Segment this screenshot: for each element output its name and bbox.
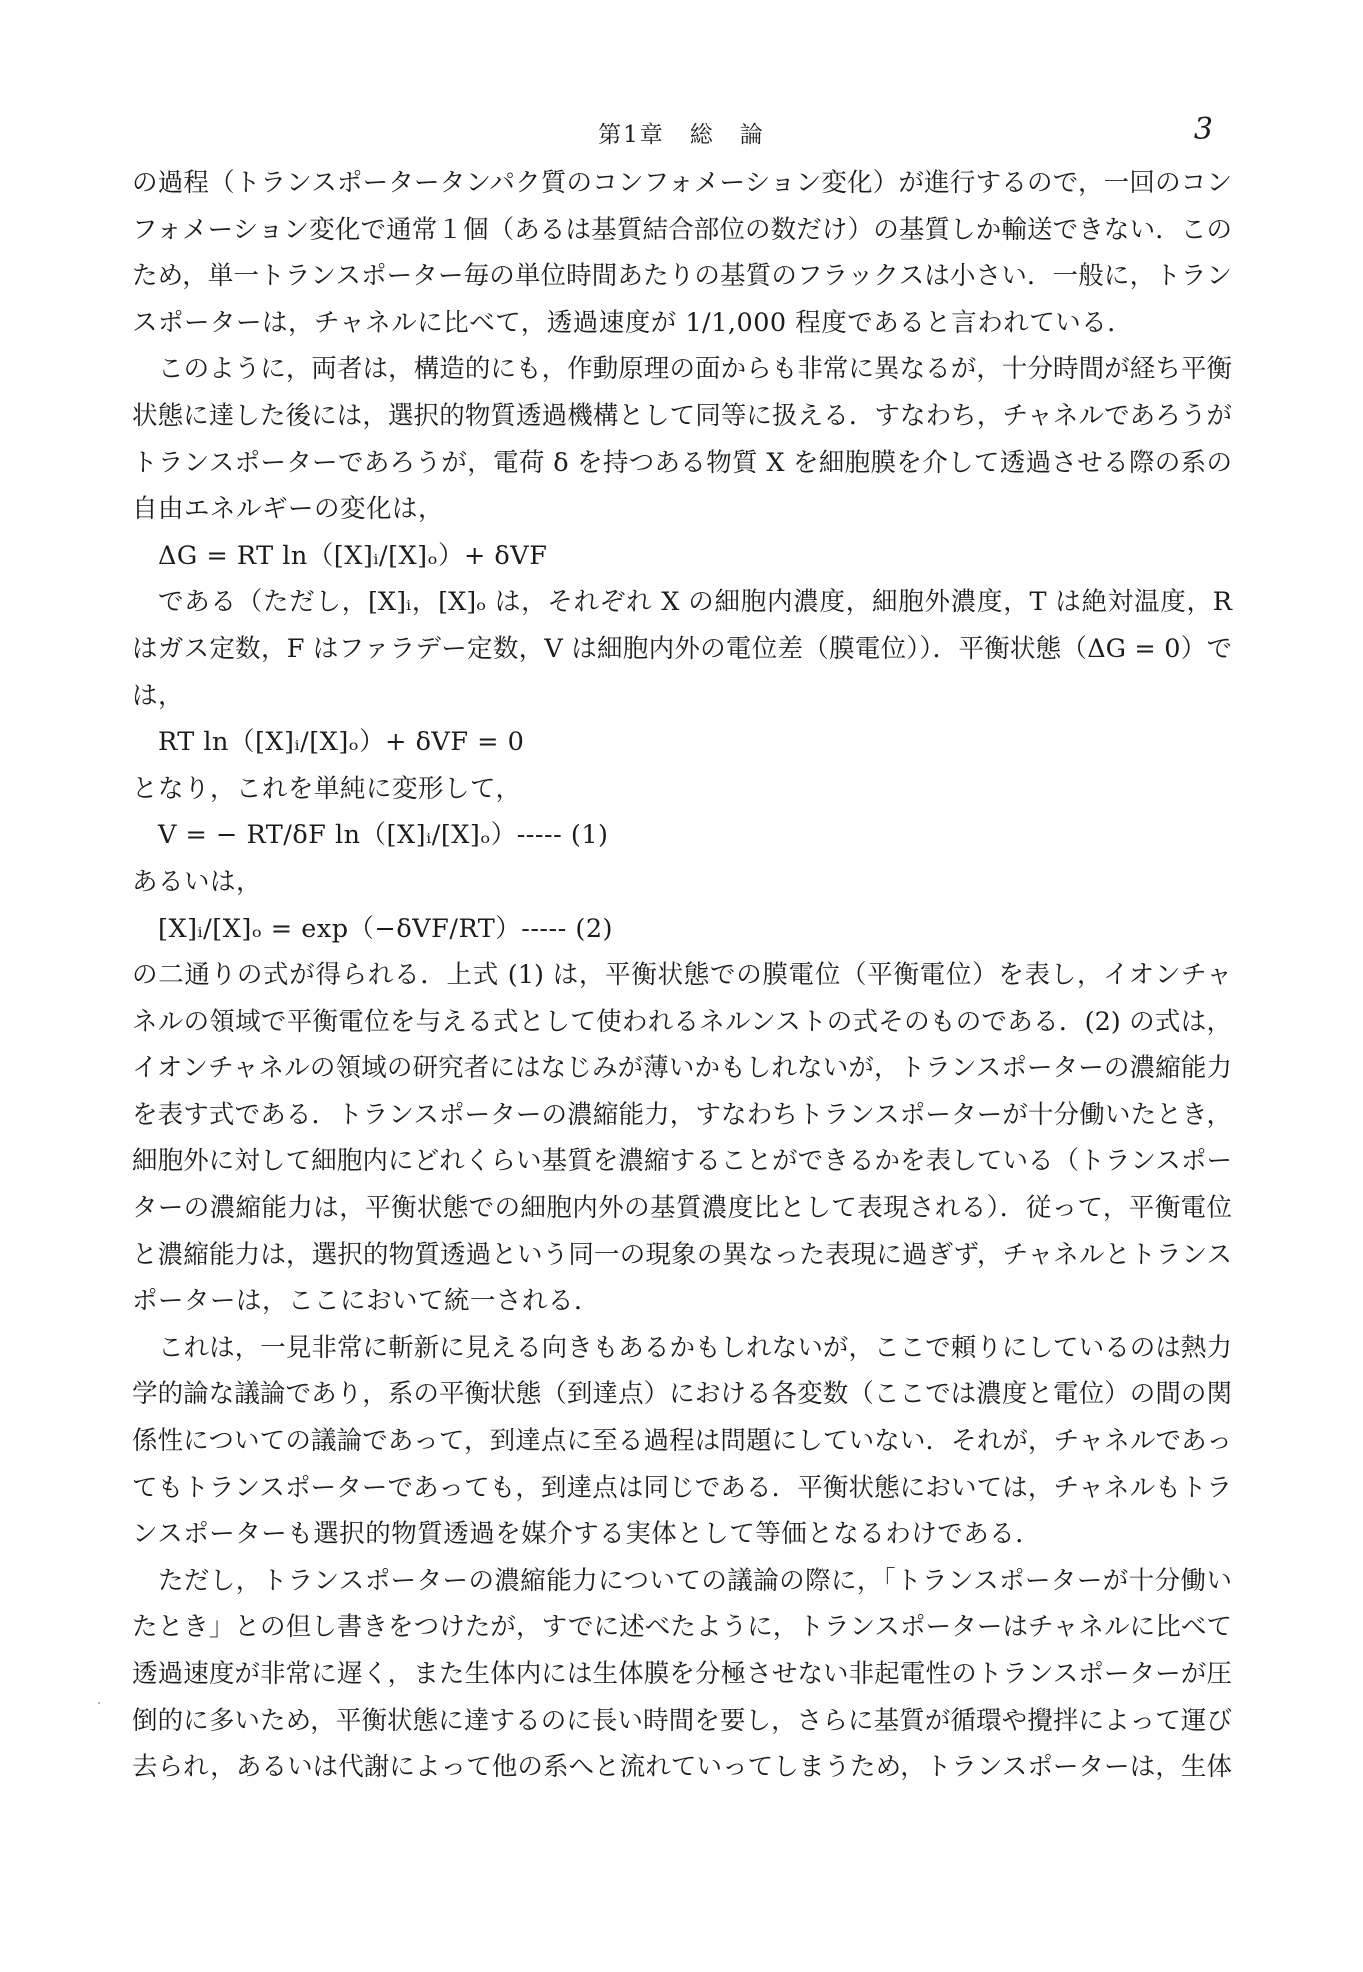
text-line: 倒的に多いため，平衡状態に達するのに長い時間を要し，さらに基質が循環や攪拌によって運び: [132, 1705, 1232, 1736]
text-line: 学的論な議論であり，系の平衡状態（到達点）における各変数（ここでは濃度と電位）の間の関: [132, 1379, 1232, 1410]
text-line: 去られ，あるいは代謝によって他の系へと流れていってしまうため，トランスポーターは，生体: [132, 1752, 1232, 1783]
text-line: 透過速度が非常に遅く，また生体内には生体膜を分極させない非起電性のトランスポーターが圧: [132, 1659, 1232, 1689]
text-line: イオンチャネルの領域の研究者にはなじみが薄いかもしれないが，トランスポーターの濃縮能力: [132, 1053, 1232, 1084]
text-line: トランスポーターであろうが，電荷 δ を持つある物質 X を細胞膜を介して透過させる際の系の: [132, 447, 1232, 478]
paragraph-start-line: ただし，トランスポーターの濃縮能力についての議論の際に，「トランスポーターが十分働い: [158, 1565, 1232, 1596]
text-line: ターの濃縮能力は，平衡状態での細胞内外の基質濃度比として表現される）．従って，平衡電位: [132, 1193, 1232, 1224]
text-line: は，: [132, 680, 185, 711]
text-line: である（ただし，[X]ᵢ，[X]ₒ は，それぞれ X の細胞内濃度，細胞外濃度，T は絶対温度，R: [158, 587, 1232, 618]
body-text: [132, 160, 1232, 1791]
paragraph-start-line: このように，両者は，構造的にも，作動原理の面からも非常に異なるが，十分時間が経ち平衡: [158, 354, 1232, 385]
text-line: 状態に達した後には，選択的物質透過機構として同等に扱える．すなわち，チャネルであろうが: [132, 400, 1232, 431]
text-line: スポーターは，チャネルに比べて，透過速度が 1/1,000 程度であると言われている．: [132, 307, 1134, 338]
text-line: はガス定数，F はファラデー定数，V は細胞内外の電位差（膜電位））．平衡状態（ΔG = 0）で: [132, 633, 1232, 664]
equation-1: V = − RT/δF ln（[X]ᵢ/[X]ₒ）----- (1): [158, 820, 609, 851]
equation-2: [X]ᵢ/[X]ₒ = exp（−δVF/RT）----- (2): [158, 913, 614, 944]
text-line: の二通りの式が得られる．上式 (1) は，平衡状態での膜電位（平衡電位）を表し，イオンチャ: [132, 960, 1232, 991]
text-line: ポーターは，ここにおいて統一される．: [132, 1286, 601, 1317]
scan-speck: [98, 1702, 100, 1704]
text-line: フォメーション変化で通常１個（あるは基質結合部位の数だけ）の基質しか輸送できない．この: [132, 214, 1232, 245]
text-line: 係性についての議論であって，到達点に至る過程は問題にしていない．それが，チャネルであっ: [132, 1426, 1232, 1457]
running-title: 第1章 総 論: [598, 122, 765, 148]
running-head: [0, 112, 1363, 148]
text-line: 細胞外に対して細胞内にどれくらい基質を濃縮することができるかを表している（トランスポー: [132, 1146, 1232, 1177]
text-line: ため，単一トランスポーター毎の単位時間あたりの基質のフラックスは小さい．一般に，トラン: [132, 261, 1232, 292]
text-line: と濃縮能力は，選択的物質透過という同一の現象の異なった表現に過ぎず，チャネルとトランス: [132, 1239, 1232, 1270]
page-number: 3: [1193, 112, 1213, 147]
equation-equilibrium: RT ln（[X]ᵢ/[X]ₒ）+ δVF = 0: [158, 727, 525, 758]
text-line: 自由エネルギーの変化は，: [132, 494, 445, 525]
paragraph-start-line: これは，一見非常に斬新に見える向きもあるかもしれないが，ここで頼りにしているのは熱力: [158, 1332, 1232, 1363]
text-line: てもトランスポーターであっても，到達点は同じである．平衡状態においては，チャネルもトラ: [132, 1472, 1232, 1503]
text-line: となり，これを単純に変形して，: [132, 773, 522, 804]
equation-free-energy: ΔG = RT ln（[X]ᵢ/[X]ₒ）+ δVF: [158, 540, 548, 571]
text-line: の過程（トランスポータータンパク質のコンフォメーション変化）が進行するので，一回のコン: [132, 168, 1232, 198]
text-line: たとき」との但し書きをつけたが，すでに述べたように，トランスポーターはチャネルに比べて: [132, 1612, 1232, 1643]
text-line: ンスポーターも選択的物質透過を媒介する実体として等価となるわけである．: [132, 1519, 1042, 1550]
text-line: ネルの領域で平衡電位を与える式として使われるネルンストの式そのものである．(2) の式は，: [132, 1006, 1232, 1037]
text-line: を表す式である．トランスポーターの濃縮能力，すなわちトランスポーターが十分働いたとき，: [132, 1099, 1232, 1130]
text-line: あるいは，: [132, 866, 263, 897]
